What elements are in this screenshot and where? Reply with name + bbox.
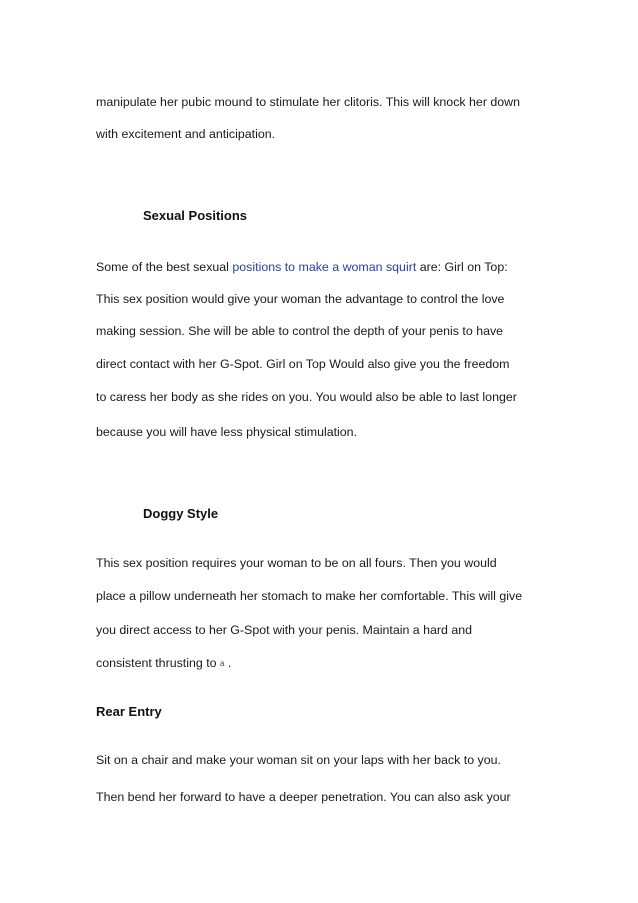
text-span: consistent thrusting to (96, 656, 220, 670)
inline-link-a[interactable]: a (219, 659, 225, 668)
paragraph-line: Then bend her forward to have a deeper penetration. You can also ask your (96, 790, 511, 804)
paragraph-line: This sex position requires your woman to be on all fours. Then you would (96, 556, 497, 570)
heading-sexual-positions: Sexual Positions (143, 208, 248, 223)
paragraph-line (96, 655, 231, 672)
paragraph-line: with excitement and anticipation. (96, 127, 276, 141)
paragraph-line: Sit on a chair and make your woman sit on your laps with her back to you. (96, 753, 501, 767)
paragraph-line: manipulate her pubic mound to stimulate her clitoris. This will knock her down (96, 95, 521, 109)
paragraph-line: to caress her body as she rides on you. You would also be able to last longer (96, 390, 517, 404)
paragraph-line: making session. She will be able to control the depth of your penis to have (96, 324, 504, 338)
text-span: . (224, 656, 232, 670)
paragraph-line: because you will have less physical stimulation. (96, 425, 358, 439)
heading-doggy-style: Doggy Style (143, 506, 219, 521)
paragraph-line (96, 259, 508, 275)
paragraph-line: you direct access to her G-Spot with your penis. Maintain a hard and (96, 623, 473, 637)
paragraph-line: place a pillow underneath her stomach to make her comfortable. This will give (96, 589, 523, 603)
text-span: are: Girl on Top: (416, 260, 508, 274)
paragraph-line: This sex position would give your woman the advantage to control the love (96, 292, 505, 306)
heading-rear-entry: Rear Entry (96, 704, 162, 719)
text-span: Some of the best sexual (96, 260, 233, 274)
squirt-positions-link[interactable]: positions to make a woman squirt (232, 260, 417, 274)
paragraph-line: direct contact with her G-Spot. Girl on Top Would also give you the freedom (96, 357, 510, 371)
